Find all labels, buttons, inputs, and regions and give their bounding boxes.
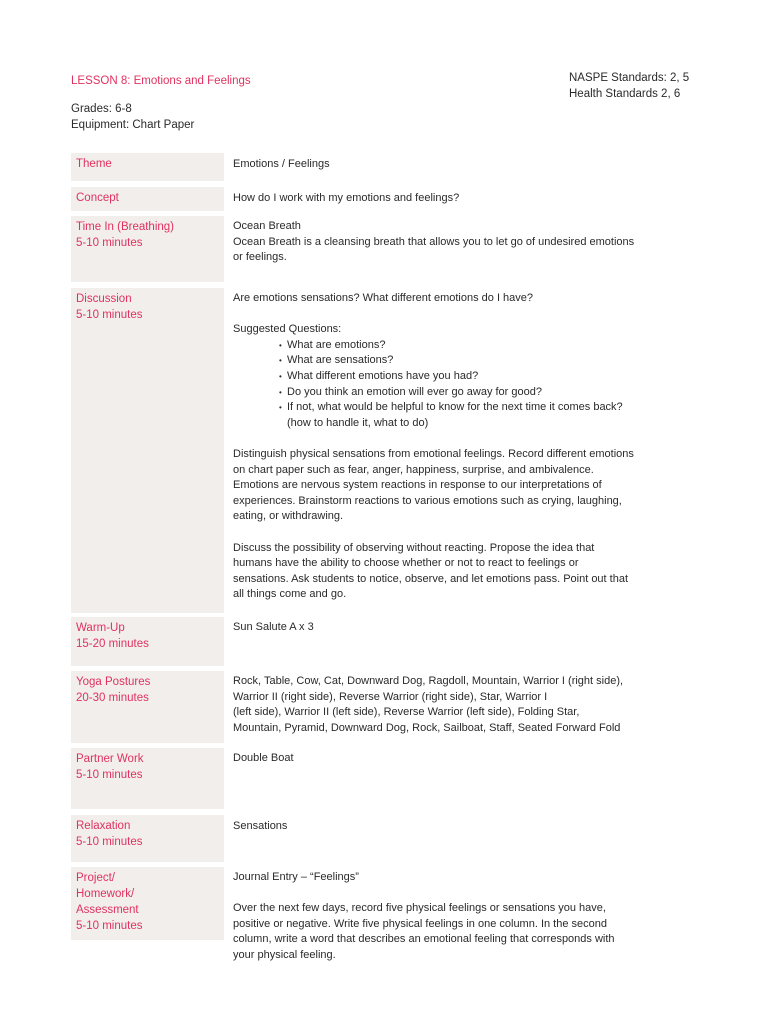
row-label	[71, 617, 224, 666]
label-line: Homework/	[76, 888, 135, 900]
text-line: sensations. Ask students to notice, observe, and let emotions pass. Point out that	[233, 572, 629, 585]
label-line: Relaxation	[76, 820, 131, 832]
row-theme	[71, 153, 691, 181]
list-item: • What are sensations?	[279, 353, 703, 369]
label-line: Yoga Postures	[76, 676, 151, 688]
text-line: positive or negative. Write five physical feelings in one column. In the second	[233, 917, 607, 930]
row-label	[71, 748, 224, 809]
row-label	[71, 187, 224, 211]
label-duration: 5-10 minutes	[76, 836, 143, 848]
row-label	[71, 867, 224, 940]
naspe-standards: NASPE Standards: 2, 5	[569, 72, 690, 84]
label-line: Time In (Breathing)	[76, 221, 174, 233]
list-item: • What different emotions have you had?	[279, 369, 703, 385]
label-line: Warm-Up	[76, 622, 125, 634]
row-relaxation	[71, 815, 691, 862]
text-line: on chart paper such as fear, anger, happiness, surprise, and ambivalence.	[233, 463, 594, 476]
text-line: Mountain, Pyramid, Downward Dog, Rock, Sailboat, Staff, Seated Forward Fold	[233, 721, 621, 734]
row-warm-up	[71, 617, 691, 666]
text-line: Ocean Breath	[233, 220, 301, 232]
row-label	[71, 815, 224, 862]
partner-work-text: Double Boat	[233, 752, 294, 764]
row-project	[71, 867, 691, 961]
row-content	[233, 620, 703, 636]
label-duration: 5-10 minutes	[76, 309, 143, 321]
label-line: Discussion	[76, 293, 132, 305]
text-line: Emotions are nervous system reactions in response to our interpretations of	[233, 479, 602, 492]
label-duration: 20-30 minutes	[76, 692, 149, 704]
label-duration: 5-10 minutes	[76, 920, 143, 932]
row-partner-work	[71, 748, 691, 809]
row-content	[233, 819, 703, 835]
label-line: Theme	[76, 158, 112, 170]
row-content	[233, 219, 703, 266]
text-line: Warrior II (right side), Reverse Warrior (right side), Star, Warrior I	[233, 690, 548, 703]
journal-title: Journal Entry – “Feelings”	[233, 871, 359, 883]
text-line: Discuss the possibility of observing without reacting. Propose the idea that	[233, 541, 595, 554]
text-line: all things come and go.	[233, 588, 347, 601]
row-label	[71, 288, 224, 613]
standards-block	[569, 70, 689, 102]
row-content	[233, 870, 703, 964]
theme-text: Emotions / Feelings	[233, 158, 330, 170]
health-standards: Health Standards 2, 6	[569, 88, 681, 100]
concept-text: How do I work with my emotions and feelings?	[233, 192, 460, 204]
label-line: Project/	[76, 872, 115, 884]
label-duration: 15-20 minutes	[76, 638, 149, 650]
label-line: Concept	[76, 192, 119, 204]
lesson-title: LESSON 8: Emotions and Feelings	[71, 75, 251, 87]
questions-heading: Suggested Questions:	[233, 323, 342, 336]
row-content	[233, 291, 703, 603]
row-yoga-postures	[71, 671, 691, 743]
text-line: or feelings.	[233, 251, 287, 264]
text-line: humans have the ability to choose whether or not to react to feelings or	[233, 557, 579, 570]
label-duration: 5-10 minutes	[76, 769, 143, 781]
text-line: Distinguish physical sensations from emotional feelings. Record different emotions	[233, 447, 634, 460]
text-line: column, write a word that describes an emotional feeling that corresponds with	[233, 933, 615, 946]
row-content	[233, 751, 703, 767]
row-content	[233, 157, 703, 173]
text-line: eating, or withdrawing.	[233, 510, 344, 523]
list-item: • What are emotions?	[279, 338, 703, 354]
question-continuation: (how to handle it, what to do)	[287, 416, 429, 429]
row-label	[71, 216, 224, 282]
row-label	[71, 153, 224, 181]
grades-line: Grades: 6-8	[71, 103, 132, 115]
text-line: Ocean Breath is a cleansing breath that allows you to let go of undesired emotions	[233, 235, 635, 248]
text-line: your physical feeling.	[233, 948, 336, 961]
text-line: Over the next few days, record five physical feelings or sensations you have,	[233, 902, 606, 915]
warm-up-text: Sun Salute A x 3	[233, 621, 314, 633]
relaxation-text: Sensations	[233, 820, 288, 832]
text-line: (left side), Warrior II (left side), Reverse Warrior (left side), Folding Star,	[233, 706, 580, 719]
label-duration: 5-10 minutes	[76, 237, 143, 249]
discussion-intro: Are emotions sensations? What different emotions do I have?	[233, 292, 534, 304]
questions-list	[233, 338, 703, 416]
label-line: Assessment	[76, 904, 139, 916]
list-item: • If not, what would be helpful to know for the next time it comes back?	[279, 400, 703, 416]
list-item: • Do you think an emotion will ever go away for good?	[279, 385, 703, 401]
text-line: Rock, Table, Cow, Cat, Downward Dog, Ragdoll, Mountain, Warrior I (right side),	[233, 675, 624, 687]
lesson-header	[71, 73, 251, 133]
text-line: experiences. Brainstorm reactions to various emotions such as crying, laughing,	[233, 494, 622, 507]
row-content	[233, 674, 703, 736]
row-label	[71, 671, 224, 743]
label-line: Partner Work	[76, 753, 144, 765]
row-content	[233, 191, 703, 207]
row-time-in	[71, 216, 691, 282]
row-discussion	[71, 288, 691, 613]
equipment-line: Equipment: Chart Paper	[71, 119, 195, 131]
row-concept	[71, 187, 691, 211]
